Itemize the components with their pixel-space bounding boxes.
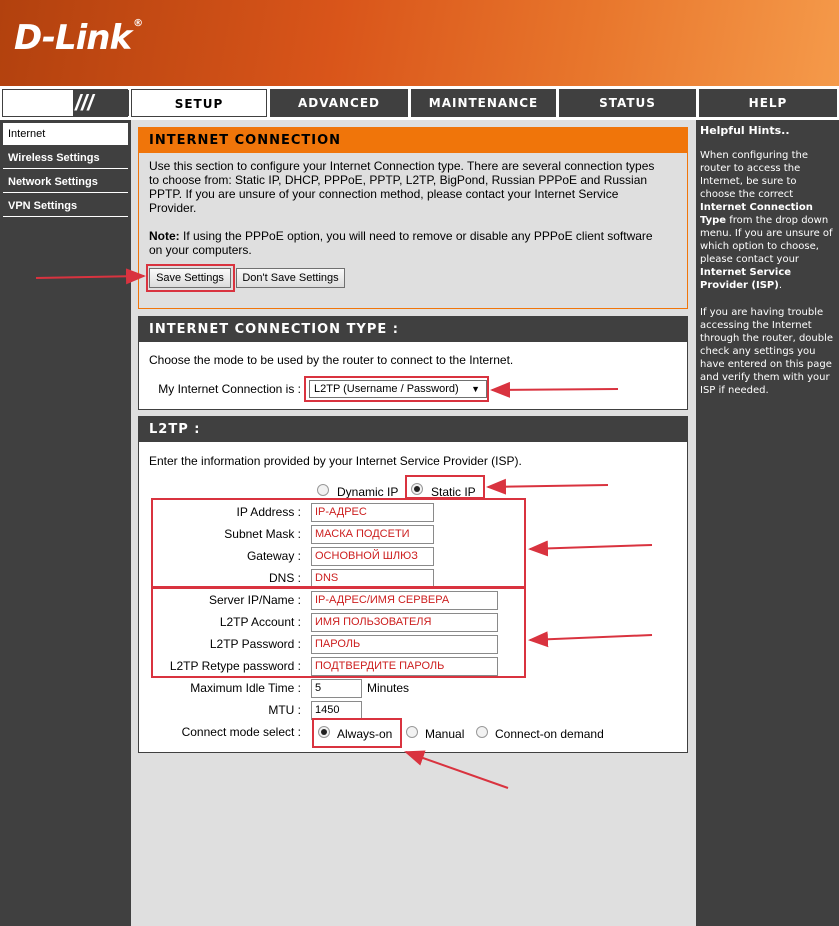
dns-field[interactable]: DNS <box>311 569 434 588</box>
description-line: to choose from: Static IP, DHCP, PPPoE, PPTP, L2TP, BigPond, Russian PPPoE and Russian <box>149 173 648 187</box>
annotation-arrow <box>406 752 508 788</box>
tab-setup[interactable]: SETUP <box>131 89 267 117</box>
sidebar-item-vpn-settings[interactable]: VPN Settings <box>3 195 128 217</box>
description-line: Provider. <box>149 201 197 215</box>
dont-save-settings-button[interactable]: Don't Save Settings <box>236 268 345 288</box>
note-text: on your computers. <box>149 243 252 257</box>
gateway-label: Gateway : <box>246 549 301 563</box>
description-text: Choose the mode to be used by the router to connect to the Internet. <box>149 353 514 367</box>
connect-on-demand-label: Connect-on demand <box>495 727 604 741</box>
annotation-arrow <box>530 545 652 549</box>
description-line: PPTP. If you are unsure of your connection method, please contact your Internet Service <box>149 187 619 201</box>
tab-status[interactable]: STATUS <box>559 89 696 117</box>
hint-paragraph: When configuring the router to access the Internet, be sure to choose the correct Internet Connection Type from the drop down menu. If you are unsure of which option to choose, please contact your Internet Service Provider (ISP). <box>700 150 833 291</box>
l2tp-account-field[interactable]: ИМЯ ПОЛЬЗОВАТЕЛЯ <box>311 613 498 632</box>
ip-address-field[interactable]: IP-АДРЕС <box>311 503 434 522</box>
sidebar-item-wireless-settings[interactable]: Wireless Settings <box>3 147 128 169</box>
dynamic-ip-label: Dynamic IP <box>337 485 399 499</box>
sidebar-item-internet[interactable]: Internet <box>3 123 128 145</box>
connect-mode-label: Connect mode select : <box>181 725 301 739</box>
subnet-mask-field[interactable]: МАСКА ПОДСЕТИ <box>311 525 434 544</box>
manual-label: Manual <box>425 727 465 741</box>
section-title: L2TP : <box>139 417 687 442</box>
l2tp-account-label: L2TP Account : <box>219 615 301 629</box>
save-settings-button[interactable]: Save Settings <box>149 268 231 288</box>
minutes-label: Minutes <box>367 681 410 695</box>
server-ip-label: Server IP/Name : <box>208 593 301 607</box>
tab-help[interactable]: HELP <box>699 89 837 117</box>
max-idle-time-field[interactable]: 5 <box>311 679 362 698</box>
sidebar-item-network-settings[interactable]: Network Settings <box>3 171 128 193</box>
annotation-arrow <box>36 276 144 278</box>
dlink-logo: D-Link ® <box>14 18 143 58</box>
tab-maintenance[interactable]: MAINTENANCE <box>411 89 556 117</box>
section-title: INTERNET CONNECTION <box>139 128 687 153</box>
server-ip-field[interactable]: IP-АДРЕС/ИМЯ СЕРВЕРА <box>311 591 498 610</box>
subnet-mask-label: Subnet Mask : <box>224 527 301 541</box>
l2tp-password-label: L2TP Password : <box>209 637 301 651</box>
description-line: Use this section to configure your Internet Connection type. There are several connection types <box>149 159 655 173</box>
slash-decoration: /// <box>75 90 94 115</box>
l2tp-retype-password-label: L2TP Retype password : <box>169 659 301 673</box>
hints-title: Helpful Hints.. <box>700 124 790 137</box>
l2tp-password-field[interactable]: ПАРОЛЬ <box>311 635 498 654</box>
chevron-down-icon: ▼ <box>471 384 480 394</box>
mtu-field[interactable]: 1450 <box>311 701 362 720</box>
ip-address-label: IP Address : <box>236 505 301 519</box>
description-text: Enter the information provided by your Internet Service Provider (ISP). <box>149 454 522 468</box>
annotation-arrow <box>492 389 618 390</box>
l2tp-retype-password-field[interactable]: ПОДТВЕРДИТЕ ПАРОЛЬ <box>311 657 498 676</box>
static-ip-label: Static IP <box>431 485 476 499</box>
connection-type-select[interactable]: L2TP (Username / Password) ▼ <box>309 380 487 398</box>
gateway-field[interactable]: ОСНОВНОЙ ШЛЮЗ <box>311 547 434 566</box>
tab-advanced[interactable]: ADVANCED <box>270 89 408 117</box>
section-title: INTERNET CONNECTION TYPE : <box>139 317 687 342</box>
connection-type-label: My Internet Connection is : <box>158 382 301 396</box>
annotation-arrow <box>488 485 608 487</box>
note-text: Note: If using the PPPoE option, you will need to remove or disable any PPPoE client software <box>149 229 653 243</box>
dns-label: DNS : <box>268 571 301 585</box>
mtu-label: MTU : <box>268 703 301 717</box>
always-on-label: Always-on <box>337 727 393 741</box>
max-idle-time-label: Maximum Idle Time : <box>190 681 301 695</box>
annotation-arrow <box>530 635 652 640</box>
hint-paragraph: If you are having trouble accessing the Internet through the router, double check any settings you have entered on this page and verify them with your ISP if needed. <box>700 307 834 396</box>
